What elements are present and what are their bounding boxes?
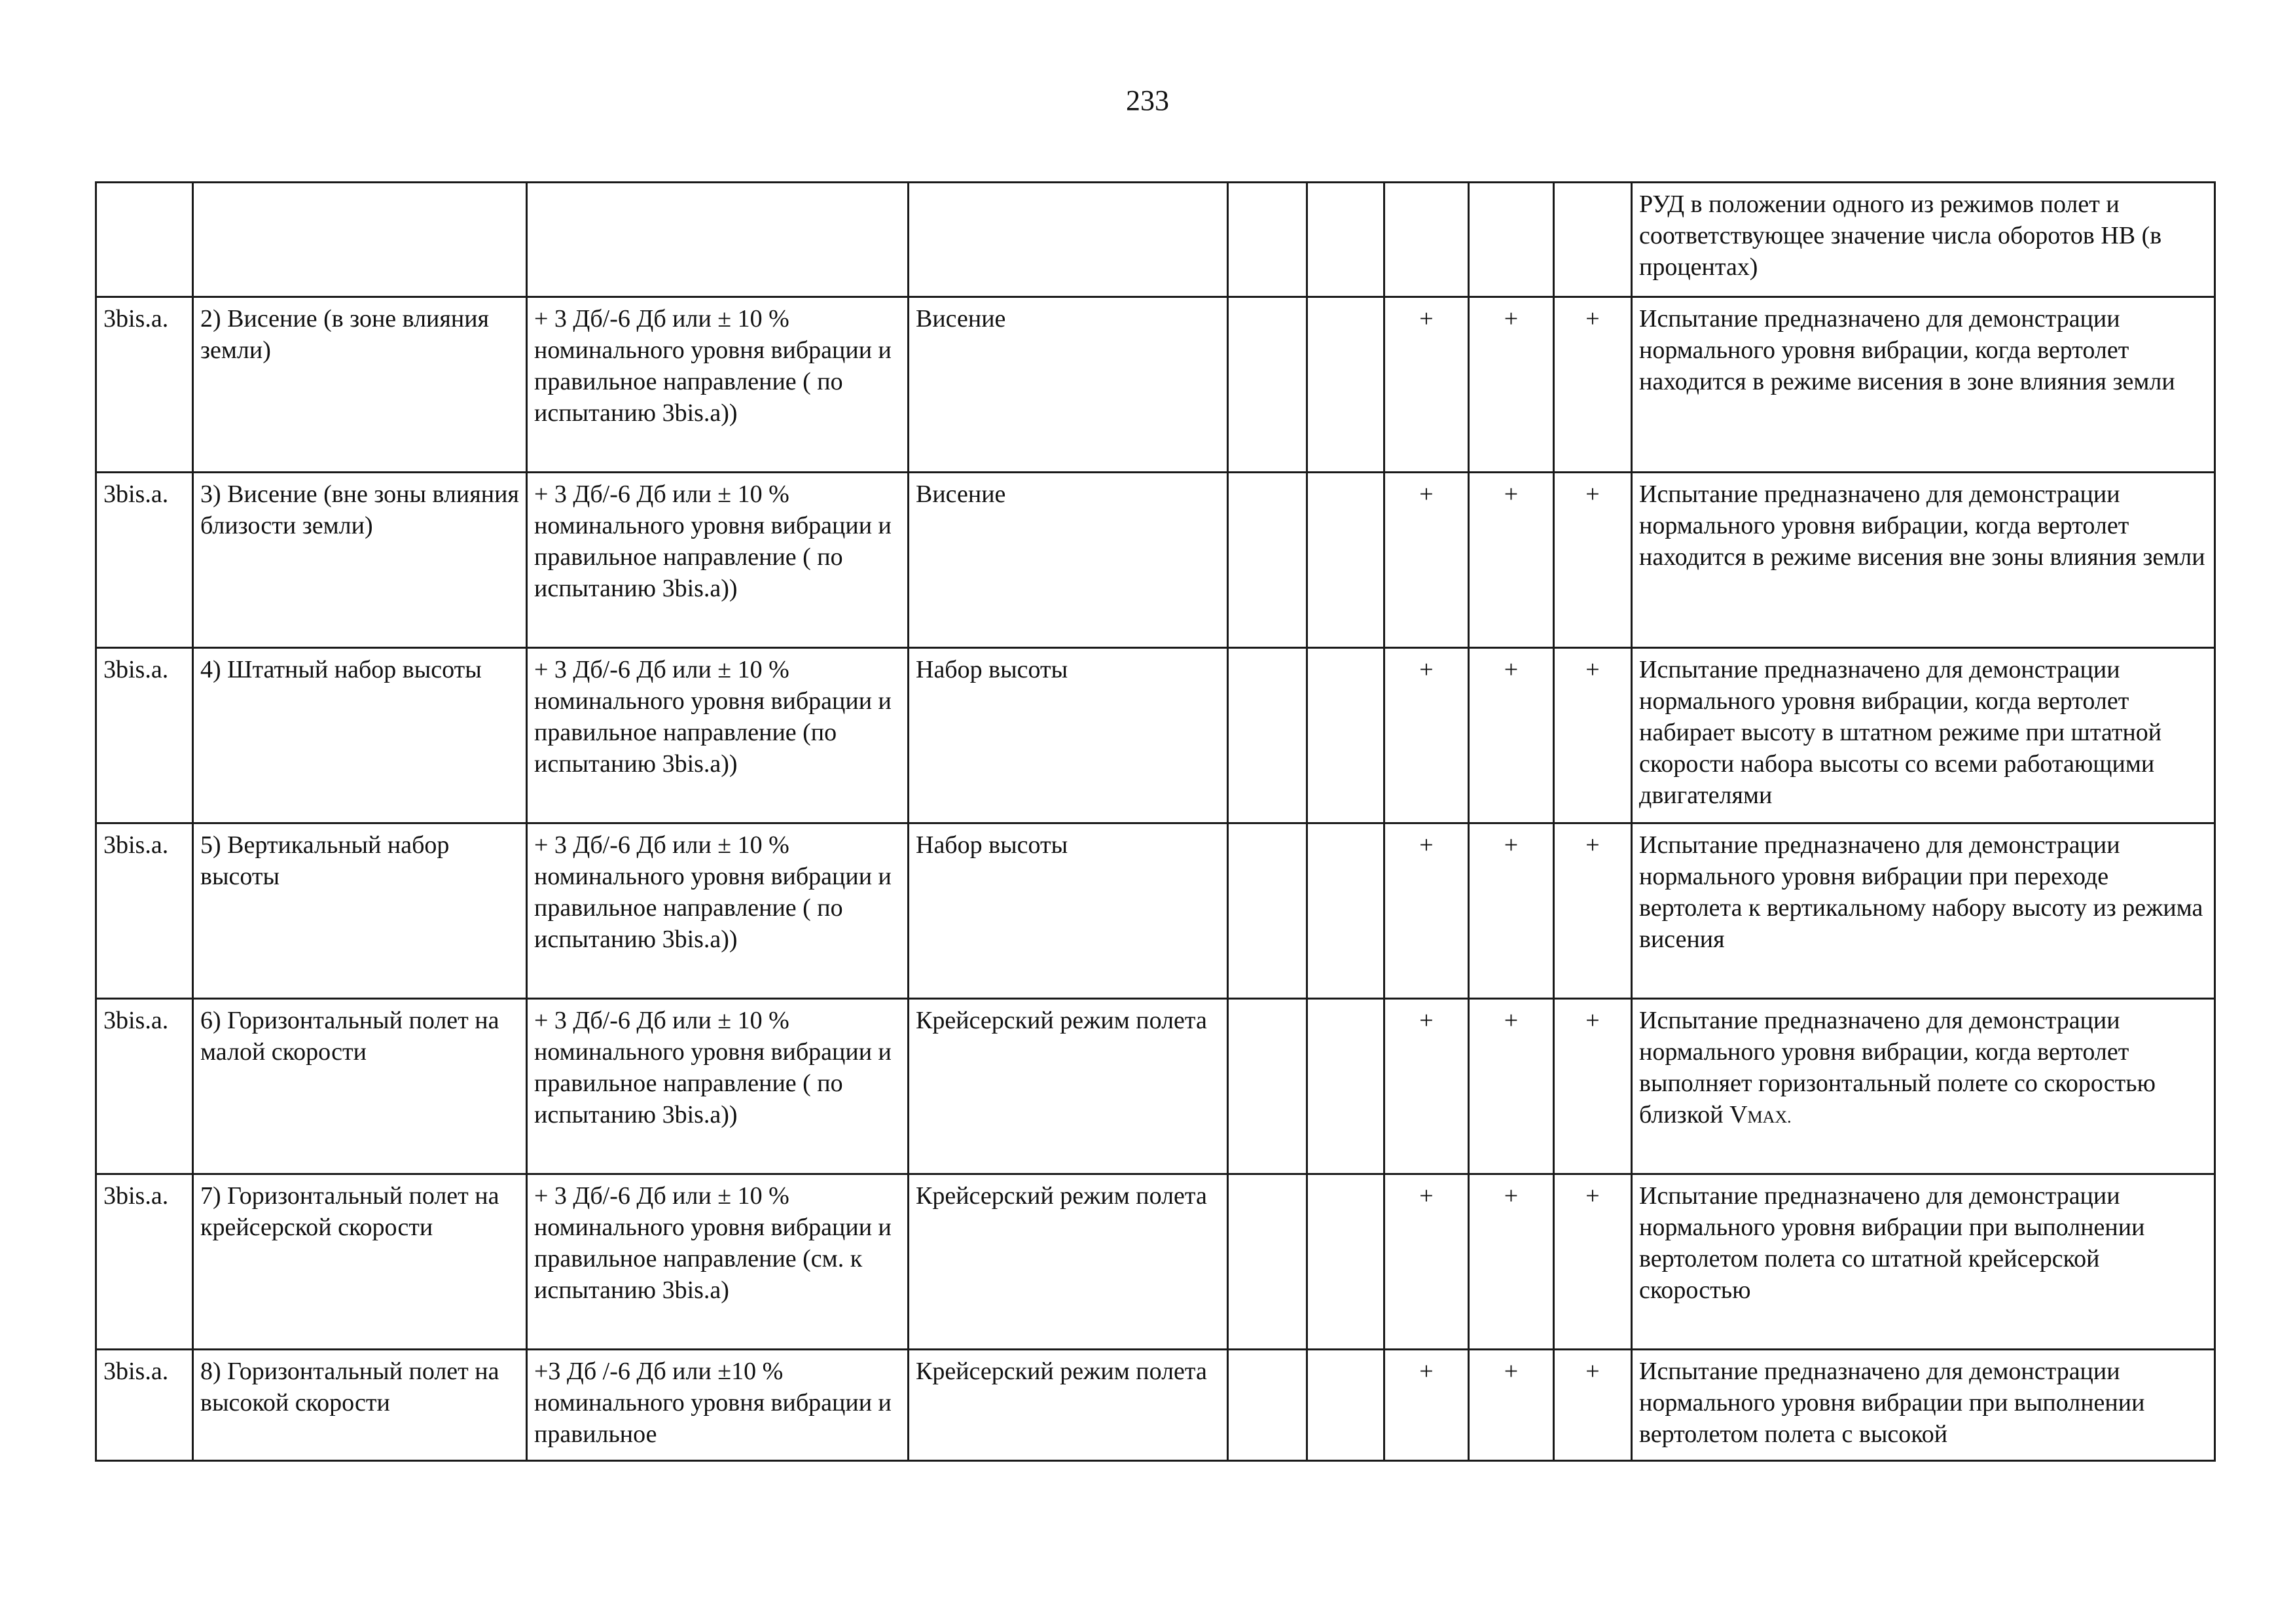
table-row <box>96 1174 2215 1350</box>
note-text: Испытание предназначено для демонстрации нормального уровня вибрации, когда вертолет находится в режиме висения в зоне влияния земли <box>1639 305 2175 395</box>
cell-mark-2: + <box>1469 648 1554 823</box>
cell-col6 <box>1307 999 1384 1174</box>
cell-mark-2: + <box>1469 999 1554 1174</box>
cell-flight-condition: Набор высоты <box>909 648 1228 823</box>
cell-col6 <box>1307 297 1384 473</box>
cell-ref: 3bis.a. <box>96 999 193 1174</box>
cell-mark-3: + <box>1554 999 1632 1174</box>
cell-ref: 3bis.a. <box>96 297 193 473</box>
cell-tolerance: + 3 Дб/-6 Дб или ± 10 % номинального уровня вибрации и правильное направление ( по испытанию 3bis.a)) <box>527 999 909 1174</box>
note-text: Испытание предназначено для демонстрации нормального уровня вибрации, когда вертолет находится в режиме висения вне зоны влияния земли <box>1639 480 2205 571</box>
page-number: 233 <box>1126 84 1169 117</box>
cell-mark-1: + <box>1384 1350 1469 1461</box>
cell-name: 2) Висение (в зоне влияния земли) <box>193 297 527 473</box>
cell-col5 <box>1228 183 1307 297</box>
cell-mark-1: + <box>1384 297 1469 473</box>
cell-mark-2: + <box>1469 1174 1554 1350</box>
cell-name: 8) Горизонтальный полет на высокой скорости <box>193 1350 527 1461</box>
cell-flight-condition: Набор высоты <box>909 823 1228 999</box>
cell-tolerance: + 3 Дб/-6 Дб или ± 10 % номинального уровня вибрации и правильное направление ( по испытанию 3bis.a)) <box>527 297 909 473</box>
cell-col5 <box>1228 999 1307 1174</box>
note-text: Испытание предназначено для демонстрации нормального уровня вибрации при выполнении вертолетом полета с высокой <box>1639 1358 2145 1448</box>
test-table <box>95 181 2216 1462</box>
cell-ref: 3bis.a. <box>96 1174 193 1350</box>
cell-flight-condition <box>909 183 1228 297</box>
cell-col5 <box>1228 1350 1307 1461</box>
note-text: Испытание предназначено для демонстрации нормального уровня вибрации при переходе вертолета к вертикальному набору высоту из режима висения <box>1639 831 2203 953</box>
cell-mark-1: + <box>1384 648 1469 823</box>
cell-note <box>1632 999 2215 1174</box>
cell-mark-3: + <box>1554 648 1632 823</box>
cell-name: 7) Горизонтальный полет на крейсерской скорости <box>193 1174 527 1350</box>
note-subscript: MAX. <box>1747 1108 1792 1127</box>
cell-ref: 3bis.a. <box>96 473 193 648</box>
cell-mark-2: + <box>1469 823 1554 999</box>
cell-col5 <box>1228 823 1307 999</box>
cell-mark-2: + <box>1469 473 1554 648</box>
cell-note <box>1632 297 2215 473</box>
cell-mark-3: + <box>1554 297 1632 473</box>
note-text: Испытание предназначено для демонстрации нормального уровня вибрации, когда вертолет выполняет горизонтальный полете со скоростью близкой V <box>1639 1007 2156 1128</box>
cell-name <box>193 183 527 297</box>
cell-tolerance: + 3 Дб/-6 Дб или ± 10 % номинального уровня вибрации и правильное направление (см. к испытанию 3bis.a) <box>527 1174 909 1350</box>
note-text: Испытание предназначено для демонстрации нормального уровня вибрации, когда вертолет набирает высоту в штатном режиме при штатной скорости набора высоты со всеми работающими двигателями <box>1639 656 2162 809</box>
cell-col5 <box>1228 297 1307 473</box>
cell-tolerance: + 3 Дб/-6 Дб или ± 10 % номинального уровня вибрации и правильное направление ( по испытанию 3bis.a)) <box>527 473 909 648</box>
cell-flight-condition: Крейсерский режим полета <box>909 1174 1228 1350</box>
cell-mark-1: + <box>1384 1174 1469 1350</box>
cell-col6 <box>1307 823 1384 999</box>
cell-tolerance: + 3 Дб/-6 Дб или ± 10 % номинального уровня вибрации и правильное направление ( по испытанию 3bis.a)) <box>527 823 909 999</box>
cell-note <box>1632 1174 2215 1350</box>
cell-mark-1: + <box>1384 823 1469 999</box>
cell-mark-2: + <box>1469 1350 1554 1461</box>
cell-col6 <box>1307 473 1384 648</box>
cell-ref: 3bis.a. <box>96 648 193 823</box>
continuation-row <box>96 183 2215 297</box>
cell-col5 <box>1228 473 1307 648</box>
cell-mark-1 <box>1384 183 1469 297</box>
cell-name: 5) Вертикальный набор высоты <box>193 823 527 999</box>
table-row <box>96 1350 2215 1461</box>
table-row <box>96 648 2215 823</box>
cell-note <box>1632 473 2215 648</box>
cell-mark-2 <box>1469 183 1554 297</box>
cell-tolerance <box>527 183 909 297</box>
cell-ref <box>96 183 193 297</box>
cell-flight-condition: Висение <box>909 297 1228 473</box>
cell-note <box>1632 1350 2215 1461</box>
cell-mark-3 <box>1554 183 1632 297</box>
cell-note <box>1632 648 2215 823</box>
cell-tolerance: + 3 Дб/-6 Дб или ± 10 % номинального уровня вибрации и правильное направление (по испытанию 3bis.a)) <box>527 648 909 823</box>
cell-col5 <box>1228 1174 1307 1350</box>
cell-mark-3: + <box>1554 823 1632 999</box>
cell-ref: 3bis.a. <box>96 1350 193 1461</box>
cell-flight-condition: Висение <box>909 473 1228 648</box>
cell-flight-condition: Крейсерский режим полета <box>909 999 1228 1174</box>
cell-col6 <box>1307 1174 1384 1350</box>
cell-mark-3: + <box>1554 1174 1632 1350</box>
cell-name: 4) Штатный набор высоты <box>193 648 527 823</box>
cell-note: РУД в положении одного из режимов полет и соответствующее значение числа оборотов НВ (в процентах) <box>1632 183 2215 297</box>
cell-col5 <box>1228 648 1307 823</box>
note-text: Испытание предназначено для демонстрации нормального уровня вибрации при выполнении вертолетом полета со штатной крейсерской скоростью <box>1639 1182 2145 1304</box>
cell-mark-1: + <box>1384 999 1469 1174</box>
cell-col6 <box>1307 183 1384 297</box>
cell-mark-3: + <box>1554 1350 1632 1461</box>
cell-tolerance: +3 Дб /-6 Дб или ±10 % номинального уровня вибрации и правильное <box>527 1350 909 1461</box>
cell-col6 <box>1307 1350 1384 1461</box>
cell-mark-2: + <box>1469 297 1554 473</box>
cell-flight-condition: Крейсерский режим полета <box>909 1350 1228 1461</box>
cell-mark-3: + <box>1554 473 1632 648</box>
table-row <box>96 297 2215 473</box>
table-row <box>96 823 2215 999</box>
cell-note <box>1632 823 2215 999</box>
cell-mark-1: + <box>1384 473 1469 648</box>
table-row <box>96 999 2215 1174</box>
cell-name: 3) Висение (вне зоны влияния близости земли) <box>193 473 527 648</box>
table-row <box>96 473 2215 648</box>
cell-col6 <box>1307 648 1384 823</box>
cell-ref: 3bis.a. <box>96 823 193 999</box>
cell-name: 6) Горизонтальный полет на малой скорости <box>193 999 527 1174</box>
